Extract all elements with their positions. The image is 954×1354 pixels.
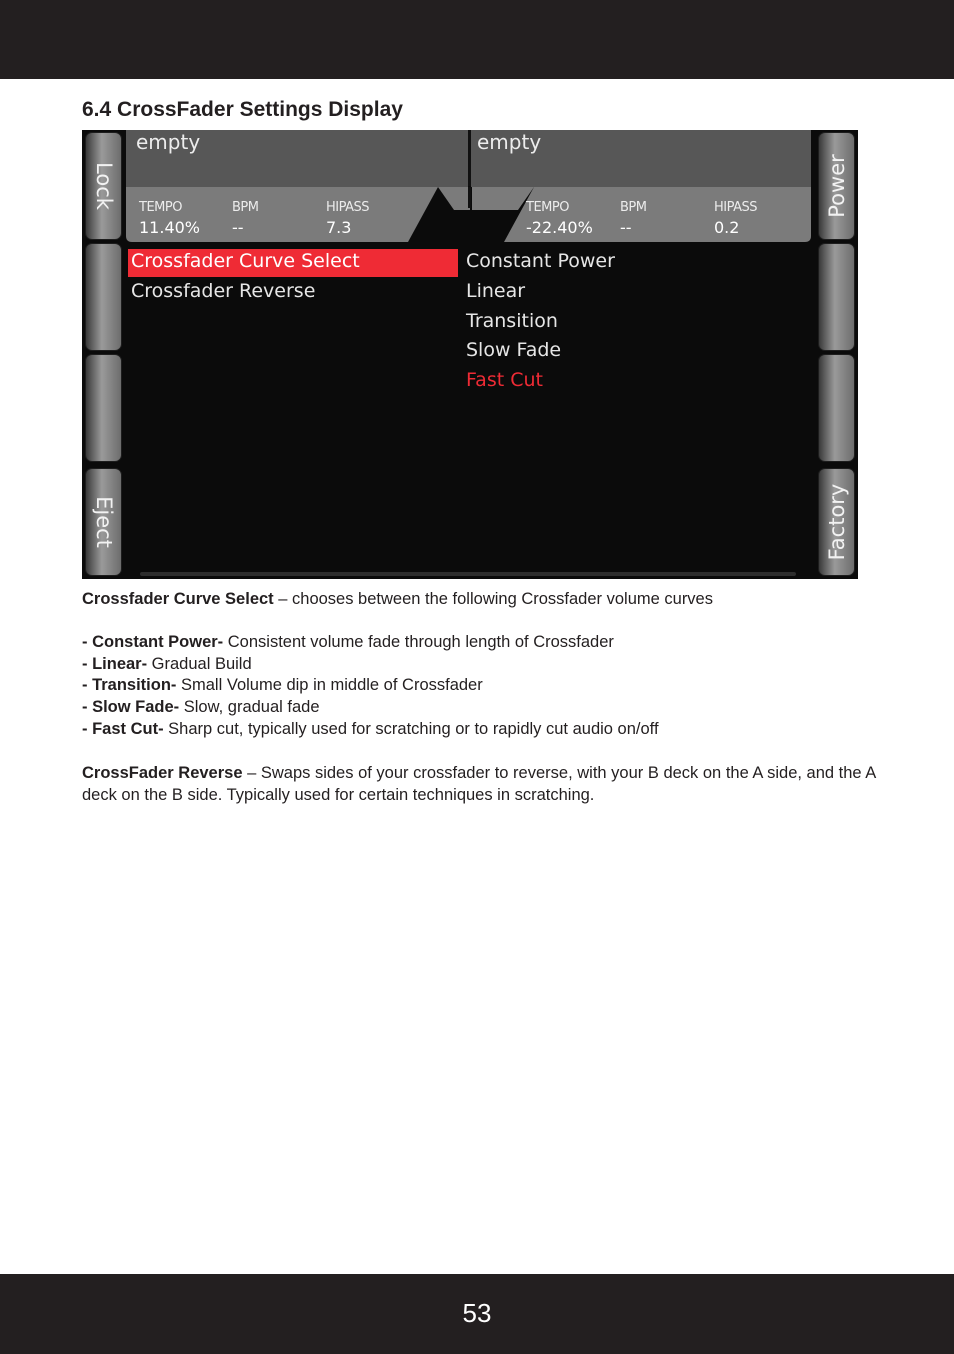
left-button-3[interactable] [85,354,122,462]
factory-button[interactable] [818,468,855,576]
top-divider [468,130,471,186]
list-item [82,719,882,741]
curve-text: Slow, gradual fade [179,698,320,717]
menu-item-crossfader-reverse[interactable]: Crossfader Reverse [131,280,316,302]
crossfader-settings-screen [82,130,858,579]
deck-a-hipass-label: HIPASS [326,200,370,215]
deck-b-tempo-value: -22.40% [526,218,593,237]
curve-term: - Slow Fade- [82,698,180,717]
page-number: 53 [462,1298,492,1328]
reverse-text: – Swaps sides of your crossfader to reverse, with your B deck on the A side, and the A deck on the B side. Typically used for certain techniques in scratching. [82,764,876,804]
curve-text: Consistent volume fade through length of Crossfader [223,633,614,651]
curve-text: Gradual Build [147,654,252,673]
deck-a-bpm-label: BPM [232,200,259,215]
deck-a-hipass-value: 7.3 [326,218,352,237]
deck-a-tempo-label: TEMPO [139,200,182,215]
section-title: 6.4 CrossFader Settings Display [82,98,403,121]
deck-a-track-name: empty [136,130,201,154]
curve-text: Sharp cut, typically used for scratching or to rapidly cut audio on/off [163,719,659,738]
curve-term: - Constant Power- [82,633,224,651]
curve-text: Small Volume dip in middle of Crossfader [176,676,483,695]
deck-b-hipass-value: 0.2 [714,218,740,237]
deck-b-tempo-label: TEMPO [526,200,569,215]
lock-button-label: Lock [91,162,116,210]
option-linear[interactable]: Linear [466,280,526,302]
curve-select-description [82,589,882,611]
eject-button-label: Eject [91,496,116,548]
curve-select-term: Crossfader Curve Select [82,590,274,608]
header-band [0,0,954,79]
right-button-3[interactable] [818,354,855,462]
lock-button[interactable] [85,132,122,240]
left-button-2[interactable] [85,243,122,351]
deck-a-track-area [126,130,468,187]
option-fast-cut[interactable]: Fast Cut [466,369,543,391]
curve-term: - Transition- [82,676,177,695]
menu-item-crossfader-curve-select[interactable]: Crossfader Curve Select [131,250,360,272]
right-button-2[interactable] [818,243,855,351]
option-transition[interactable]: Transition [466,310,558,332]
deck-b-track-area [471,130,811,187]
notch-left [438,187,470,210]
list-item [82,675,882,697]
list-item [82,654,882,676]
curve-list [82,632,882,741]
deck-divider [468,187,471,208]
deck-info-bars [126,187,811,243]
eject-button[interactable] [85,468,122,576]
screen-scrollbar [140,572,796,576]
curve-term: - Fast Cut- [82,719,164,738]
list-item [82,632,882,654]
power-button-label: Power [824,154,849,218]
power-button[interactable] [818,132,855,240]
curve-select-text: – chooses between the following Crossfader volume curves [273,590,713,608]
factory-button-label: Factory [824,483,849,561]
deck-a-tempo-value: 11.40% [139,218,201,237]
deck-a-bpm-value: -- [232,218,244,237]
curve-term: - Linear- [82,654,148,673]
option-constant-power[interactable]: Constant Power [466,250,615,272]
deck-b-bpm-value: -- [620,218,632,237]
list-item [82,697,882,719]
deck-b-bpm-label: BPM [620,200,647,215]
deck-b-track-name: empty [477,130,542,154]
deck-b-hipass-label: HIPASS [714,200,758,215]
option-slow-fade[interactable]: Slow Fade [466,339,562,361]
reverse-description [82,763,882,806]
reverse-term: CrossFader Reverse [82,764,243,782]
